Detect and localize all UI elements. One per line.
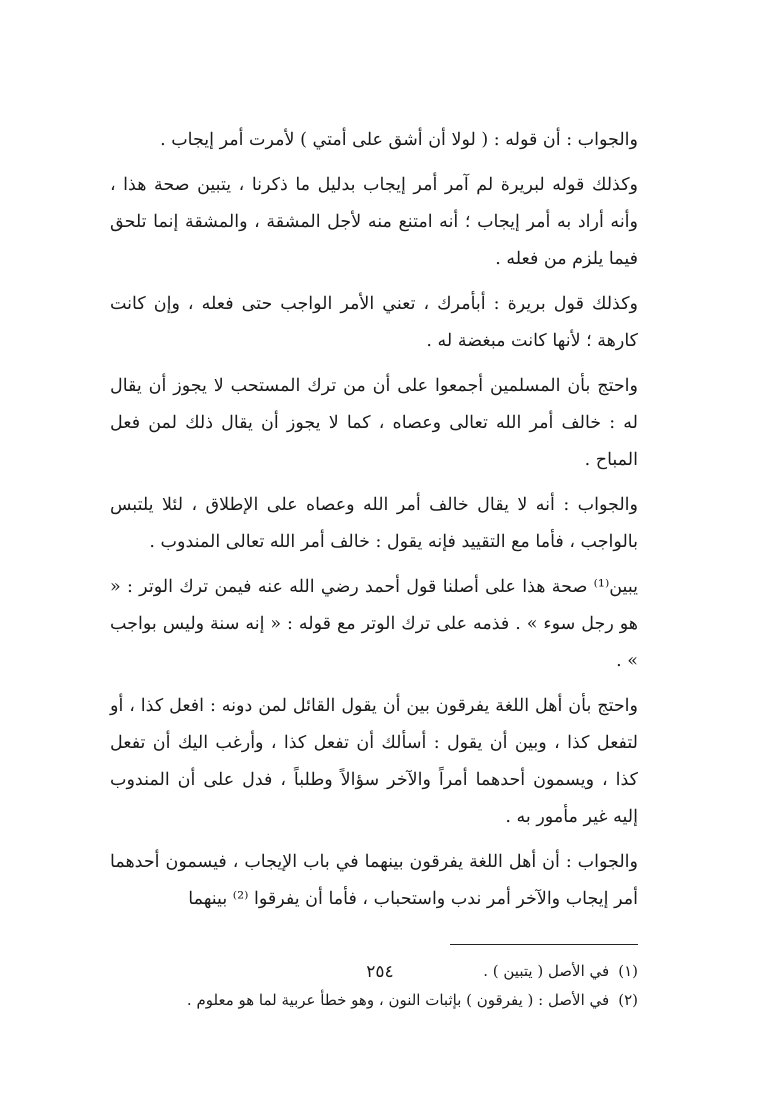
paragraph-5: والجواب : أنه لا يقال خالف أمر الله وعصاه على الإطلاق ، لئلا يلتبس بالواجب ، فأما مع التقييد فإنه يقول : خالف أمر الله تعالى المندوب . <box>110 495 638 552</box>
footnote-2-number: (٢) <box>618 991 638 1009</box>
page-body <box>110 122 638 1015</box>
paragraph-3: وكذلك قول بريرة : أبأمرك ، تعني الأمر الواجب حتى فعله ، وإن كانت كارهة ؛ لأنها كانت مبغضة له . <box>110 294 638 351</box>
footnote-1-number: (١) <box>618 962 638 980</box>
paragraph-6: يبين⁽¹⁾ صحة هذا على أصلنا قول أحمد رضي الله عنه فيمن ترك الوتر : « هو رجل سوء » . فذمه على ترك الوتر مع قوله : « إنه سنة وليس بواجب » . <box>110 577 638 671</box>
paragraph-1: والجواب : أن قوله : ( لولا أن أشق على أمتي ) لأمرت أمر إيجاب . <box>160 130 638 150</box>
footnote-2 <box>110 986 638 1015</box>
paragraph-2: وكذلك قوله لبريرة لم آمر أمر إيجاب بدليل ما ذكرنا ، يتبين صحة هذا ، وأنه أراد به أمر إيجاب ؛ أنه امتنع منه لأجل المشقة ، والمشقة إنما تلحق فيما يلزم من فعله . <box>110 175 638 269</box>
footnote-1-text: في الأصل ( يتبين ) . <box>483 962 610 980</box>
paragraph-7: واحتج بأن أهل اللغة يفرقون بين أن يقول القائل لمن دونه : افعل كذا ، أو لتفعل كذا ، وبين أن يقول : أسألك أن تفعل كذا ، وأرغب اليك أن تفعل كذا ، ويسمون أحدهما أمراً والآخر سؤالاً وطلباً ، فدل على أن المندوب إليه غير مأمور به . <box>110 696 638 827</box>
footnote-divider <box>450 944 638 945</box>
paragraph-4: واحتج بأن المسلمين أجمعوا على أن من ترك المستحب لا يجوز أن يقال له : خالف أمر الله تعالى وعصاه ، كما لا يجوز أن يقال ذلك لمن فعل المباح . <box>110 376 638 470</box>
footnote-2-text: في الأصل : ( يفرقون ) بإثبات النون ، وهو خطأ عربية لما هو معلوم . <box>186 991 610 1009</box>
page-number: ٢٥٤ <box>366 962 394 982</box>
paragraph-8: والجواب : أن أهل اللغة يفرقون بينهما في باب الإيجاب ، فيسمون أحدهما أمر إيجاب والآخر أمر ندب واستحباب ، فأما أن يفرقوا ⁽²⁾ بينهما <box>110 852 638 909</box>
